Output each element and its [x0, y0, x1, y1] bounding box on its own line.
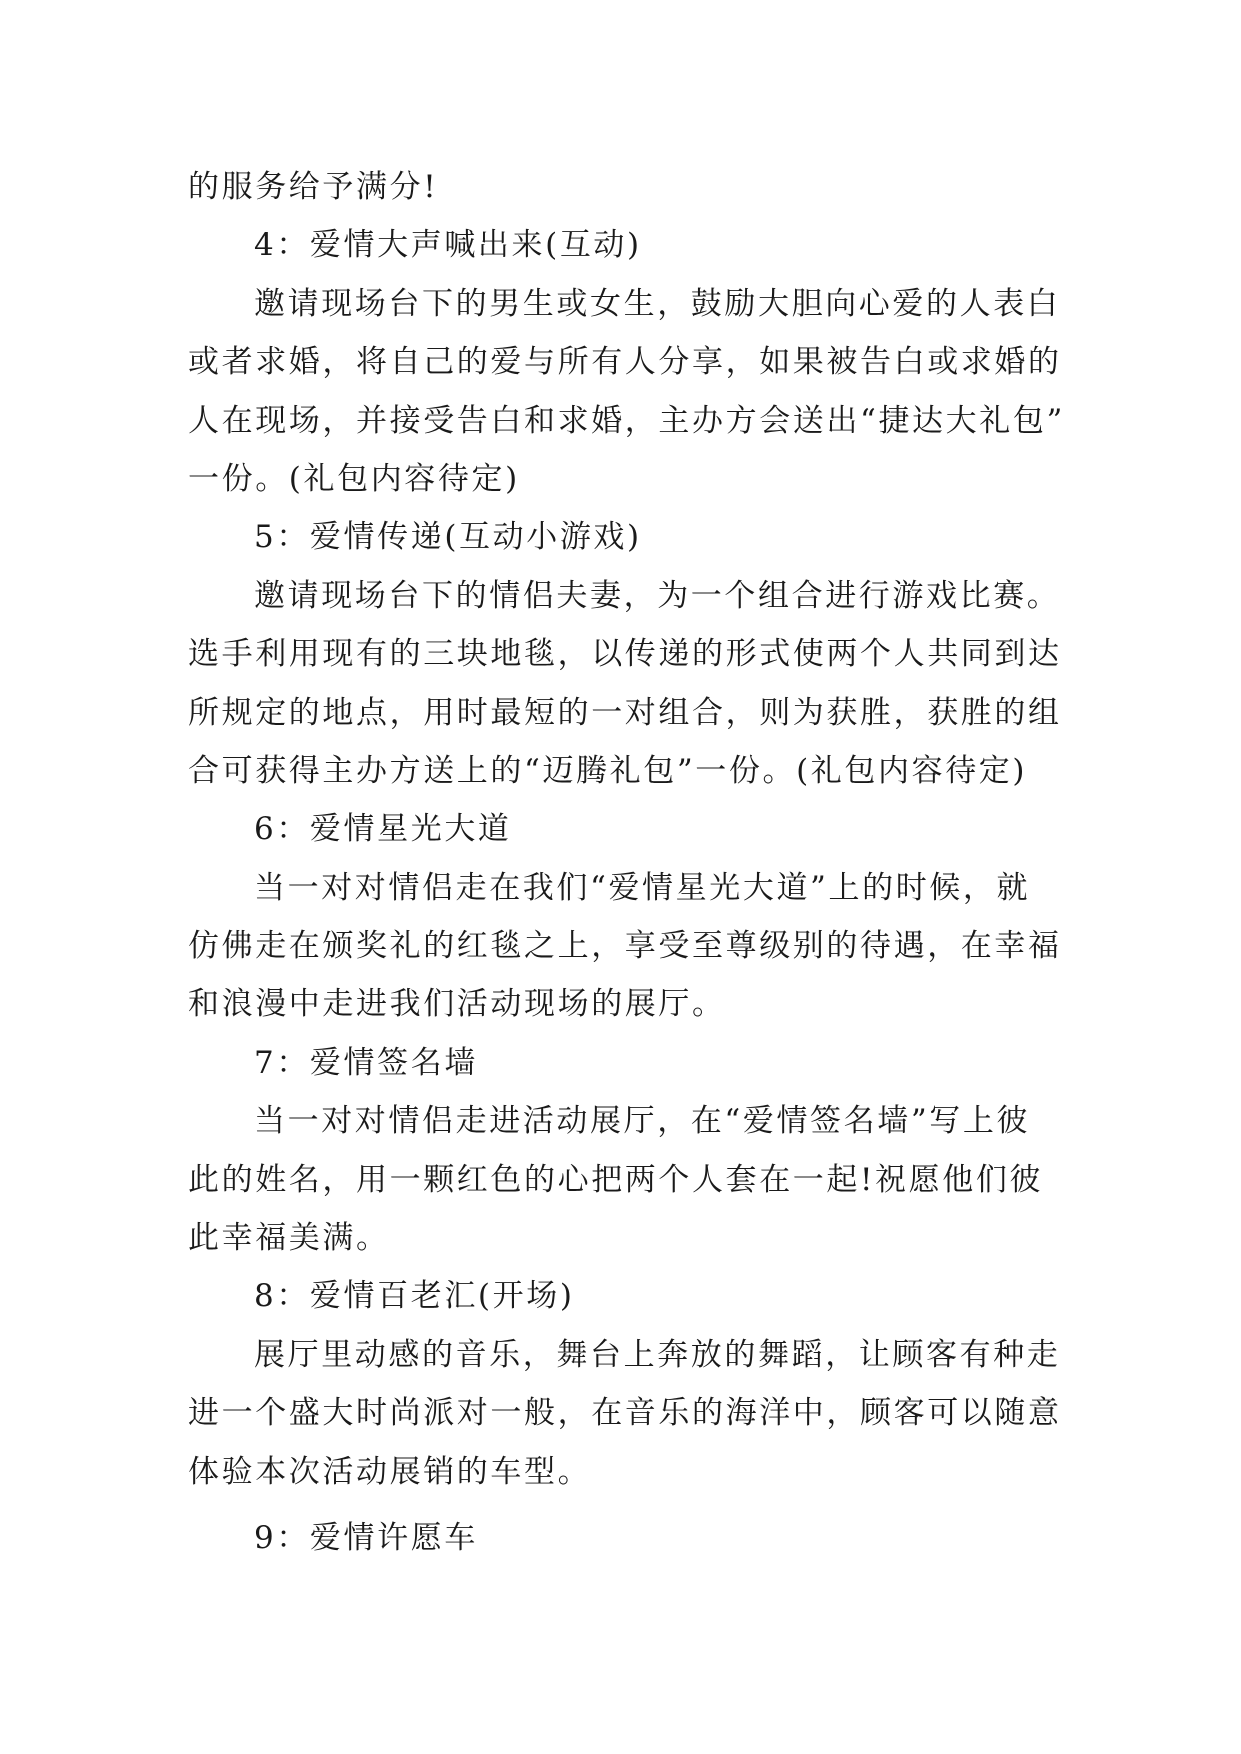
paragraph-line: 邀请现场台下的情侣夫妻，为一个组合进行游戏比赛。 [254, 577, 1061, 614]
paragraph-line: 体验本次活动展销的车型。 [188, 1453, 592, 1490]
section-heading: 8：爱情百老汇(开场) [254, 1278, 575, 1315]
section-heading: 6：爱情星光大道 [254, 811, 512, 848]
section-heading: 5：爱情传递(互动小游戏) [254, 519, 642, 556]
paragraph-line: 合可获得主办方送上的“迈腾礼包”一份。(礼包内容待定) [188, 752, 1028, 789]
paragraph-line: 或者求婚，将自己的爱与所有人分享，如果被告白或求婚的 [188, 344, 1062, 381]
paragraph-line: 进一个盛大时尚派对一般，在音乐的海洋中，顾客可以随意 [188, 1395, 1062, 1432]
paragraph-line: 的服务给予满分! [188, 169, 439, 205]
section-heading: 4：爱情大声喊出来(互动) [254, 227, 642, 264]
paragraph-line: 此的姓名，用一颗红色的心把两个人套在一起!祝愿他们彼 [188, 1161, 1044, 1198]
paragraph-line: 一份。(礼包内容待定) [188, 460, 520, 497]
paragraph-line: 仿佛走在颁奖礼的红毯之上，享受至尊级别的待遇，在幸福 [188, 928, 1062, 965]
section-heading: 7：爱情签名墙 [254, 1044, 478, 1081]
paragraph-line: 展厅里动感的音乐，舞台上奔放的舞蹈，让顾客有种走 [254, 1336, 1061, 1373]
paragraph-line: 所规定的地点，用时最短的一对组合，则为获胜，获胜的组 [188, 694, 1062, 731]
paragraph-line: 当一对对情侣走进活动展厅，在“爱情签名墙”写上彼 [254, 1103, 1031, 1140]
paragraph-line: 和浪漫中走进我们活动现场的展厅。 [188, 986, 726, 1023]
paragraph-line: 此幸福美满。 [188, 1220, 390, 1257]
document-body [188, 158, 1068, 1567]
paragraph-line: 选手利用现有的三块地毯，以传递的形式使两个人共同到达 [188, 636, 1062, 673]
paragraph-line: 当一对对情侣走在我们“爱情星光大道”上的时候，就 [254, 869, 1031, 906]
paragraph-line: 人在现场，并接受告白和求婚，主办方会送出“捷达大礼包” [188, 402, 1065, 439]
section-heading: 9：爱情许愿车 [254, 1519, 478, 1556]
paragraph-line: 邀请现场台下的男生或女生，鼓励大胆向心爱的人表白 [254, 285, 1061, 322]
